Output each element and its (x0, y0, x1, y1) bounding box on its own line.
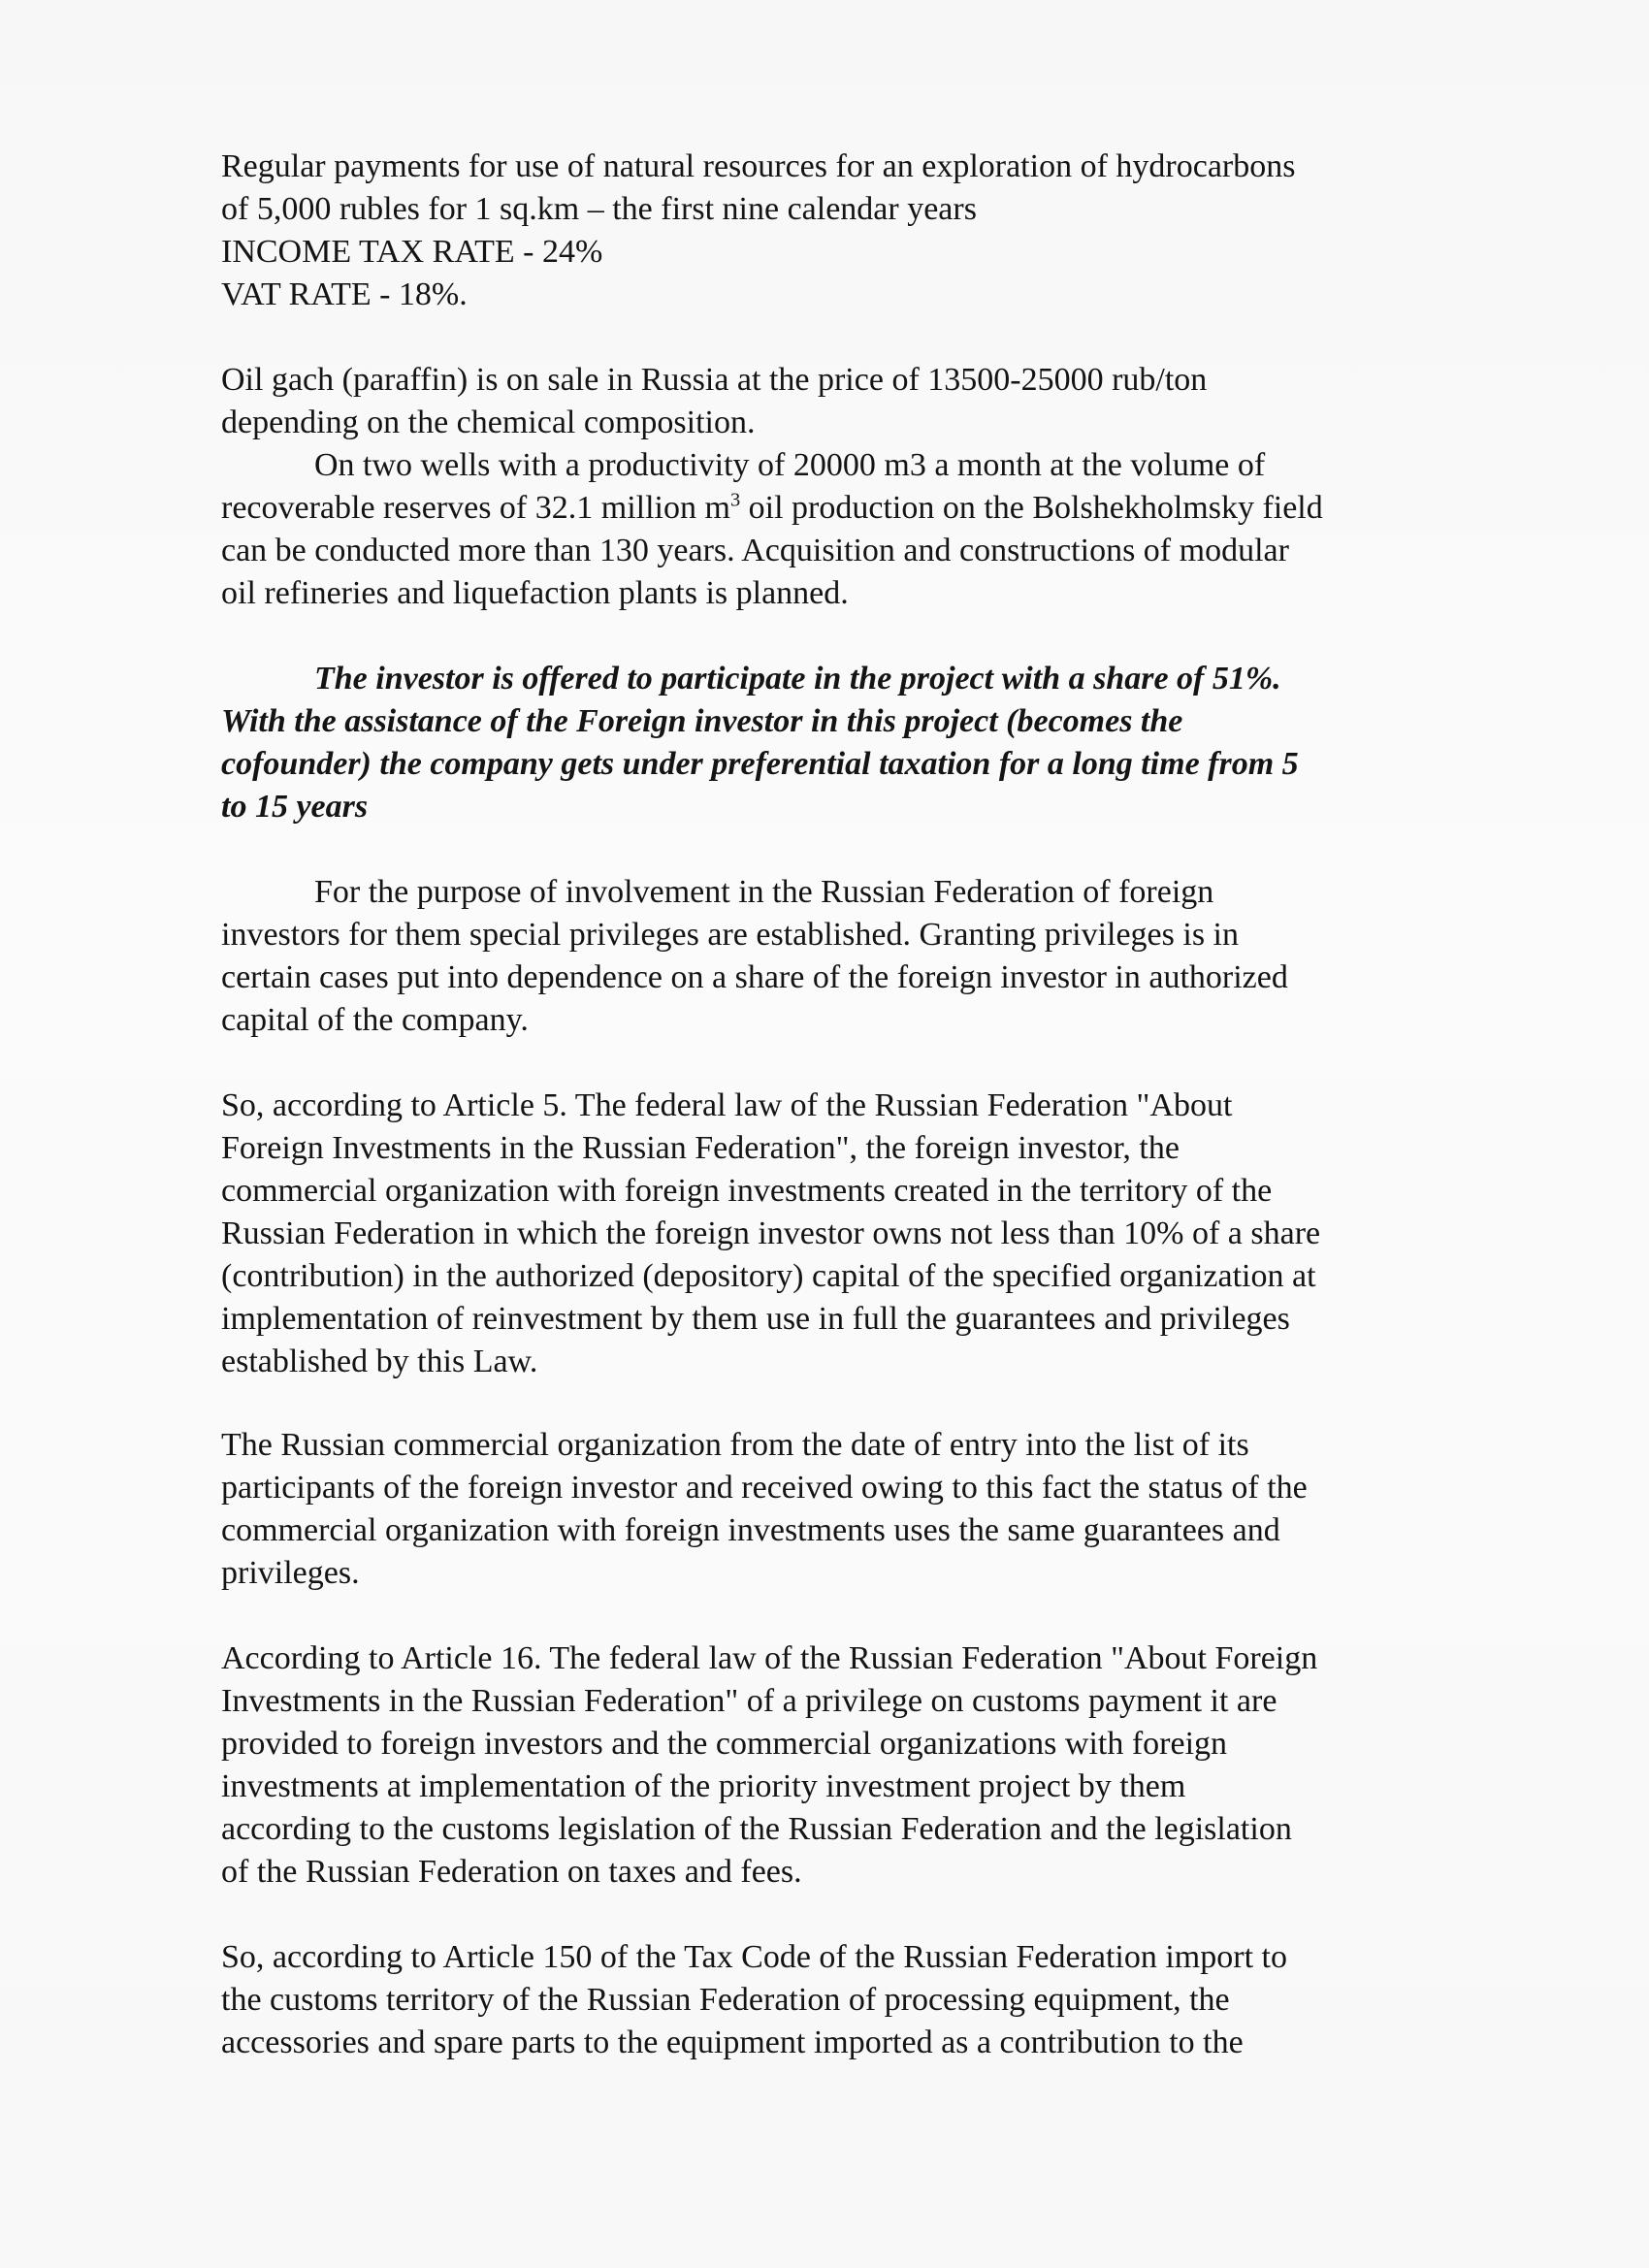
text-line: commercial organization with foreign investments created in the territory of the (221, 1173, 1273, 1209)
text-line: Investments in the Russian Federation" of a privilege on customs payment it are (221, 1683, 1277, 1719)
document-body (221, 146, 1511, 2064)
text-line: For the purpose of involvement in the Russian Federation of foreign (314, 874, 1214, 910)
text-line: certain cases put into dependence on a share of the foreign investor in authorized (221, 959, 1288, 995)
text-fragment: oil production on the Bolshekholmsky field (740, 490, 1323, 526)
text-fragment: recoverable reserves of 32.1 million m (221, 490, 730, 526)
oil-production-paragraph (221, 444, 1511, 615)
text-line: Regular payments for use of natural resources for an exploration of hydrocarbons (221, 148, 1296, 184)
text-line: depending on the chemical composition. (221, 405, 756, 440)
text-line: VAT RATE - 18%. (221, 276, 468, 312)
paraffin-price-paragraph (221, 359, 1511, 444)
text-line: The Russian commercial organization from the date of entry into the list of its (221, 1427, 1249, 1463)
text-line: So, according to Article 150 of the Tax Code of the Russian Federation import to (221, 1939, 1287, 1975)
text-line: Oil gach (paraffin) is on sale in Russia at the price of 13500-25000 rub/ton (221, 362, 1208, 398)
article-5-paragraph (221, 1085, 1511, 1383)
commercial-organization-paragraph (221, 1424, 1511, 1595)
text-line: can be conducted more than 130 years. Acquisition and constructions of modular (221, 533, 1289, 568)
superscript: 3 (729, 489, 741, 511)
text-line: On two wells with a productivity of 20000 m3 a month at the volume of (314, 447, 1266, 483)
text-line: Foreign Investments in the Russian Federation", the foreign investor, the (221, 1130, 1180, 1166)
text-line: With the assistance of the Foreign investor in this project (becomes the (221, 703, 1183, 739)
text-line: cofounder) the company gets under preferential taxation for a long time from 5 (221, 746, 1299, 782)
text-line (221, 487, 1511, 530)
paragraph-spacer (221, 615, 1511, 658)
text-line: privileges. (221, 1555, 360, 1591)
paragraph-spacer (221, 828, 1511, 871)
text-line: investments at implementation of the priority investment project by them (221, 1768, 1186, 1804)
text-line: participants of the foreign investor and received owing to this fact the status of the (221, 1470, 1308, 1506)
article-150-paragraph (221, 1936, 1511, 2064)
text-line: of the Russian Federation on taxes and fees. (221, 1854, 802, 1890)
text-line: So, according to Article 5. The federal law of the Russian Federation "About (221, 1087, 1233, 1123)
article-16-paragraph (221, 1637, 1511, 1894)
text-line: Russian Federation in which the foreign investor owns not less than 10% of a share (221, 1215, 1321, 1251)
text-line: implementation of reinvestment by them use in full the guarantees and privileges (221, 1301, 1290, 1337)
paragraph-spacer (221, 1042, 1511, 1085)
text-line: according to the customs legislation of the Russian Federation and the legislation (221, 1811, 1292, 1847)
paragraph-spacer (221, 1595, 1511, 1637)
resource-payments-paragraph (221, 146, 1511, 316)
text-line: commercial organization with foreign investments uses the same guarantees and (221, 1512, 1280, 1548)
paragraph-spacer (221, 316, 1511, 359)
paragraph-spacer (221, 1894, 1511, 1936)
investor-offer-paragraph (221, 658, 1511, 828)
paragraph-spacer (221, 1383, 1511, 1424)
text-line: to 15 years (221, 789, 369, 825)
text-line: of 5,000 rubles for 1 sq.km – the first nine calendar years (221, 191, 977, 227)
text-line: capital of the company. (221, 1002, 529, 1038)
text-line: (contribution) in the authorized (depository) capital of the specified organization at (221, 1258, 1316, 1294)
text-line: accessories and spare parts to the equipment imported as a contribution to the (221, 2025, 1244, 2060)
text-line: INCOME TAX RATE - 24% (221, 234, 603, 270)
text-line: the customs territory of the Russian Federation of processing equipment, the (221, 1982, 1230, 2018)
text-line: provided to foreign investors and the commercial organizations with foreign (221, 1726, 1228, 1762)
purpose-paragraph (221, 871, 1511, 1042)
text-line: investors for them special privileges are established. Granting privileges is in (221, 917, 1240, 953)
text-line: oil refineries and liquefaction plants is planned. (221, 575, 849, 611)
text-line: According to Article 16. The federal law of the Russian Federation "About Foreign (221, 1640, 1318, 1676)
text-line: established by this Law. (221, 1344, 538, 1379)
text-line: The investor is offered to participate in the project with a share of 51%. (314, 661, 1281, 697)
